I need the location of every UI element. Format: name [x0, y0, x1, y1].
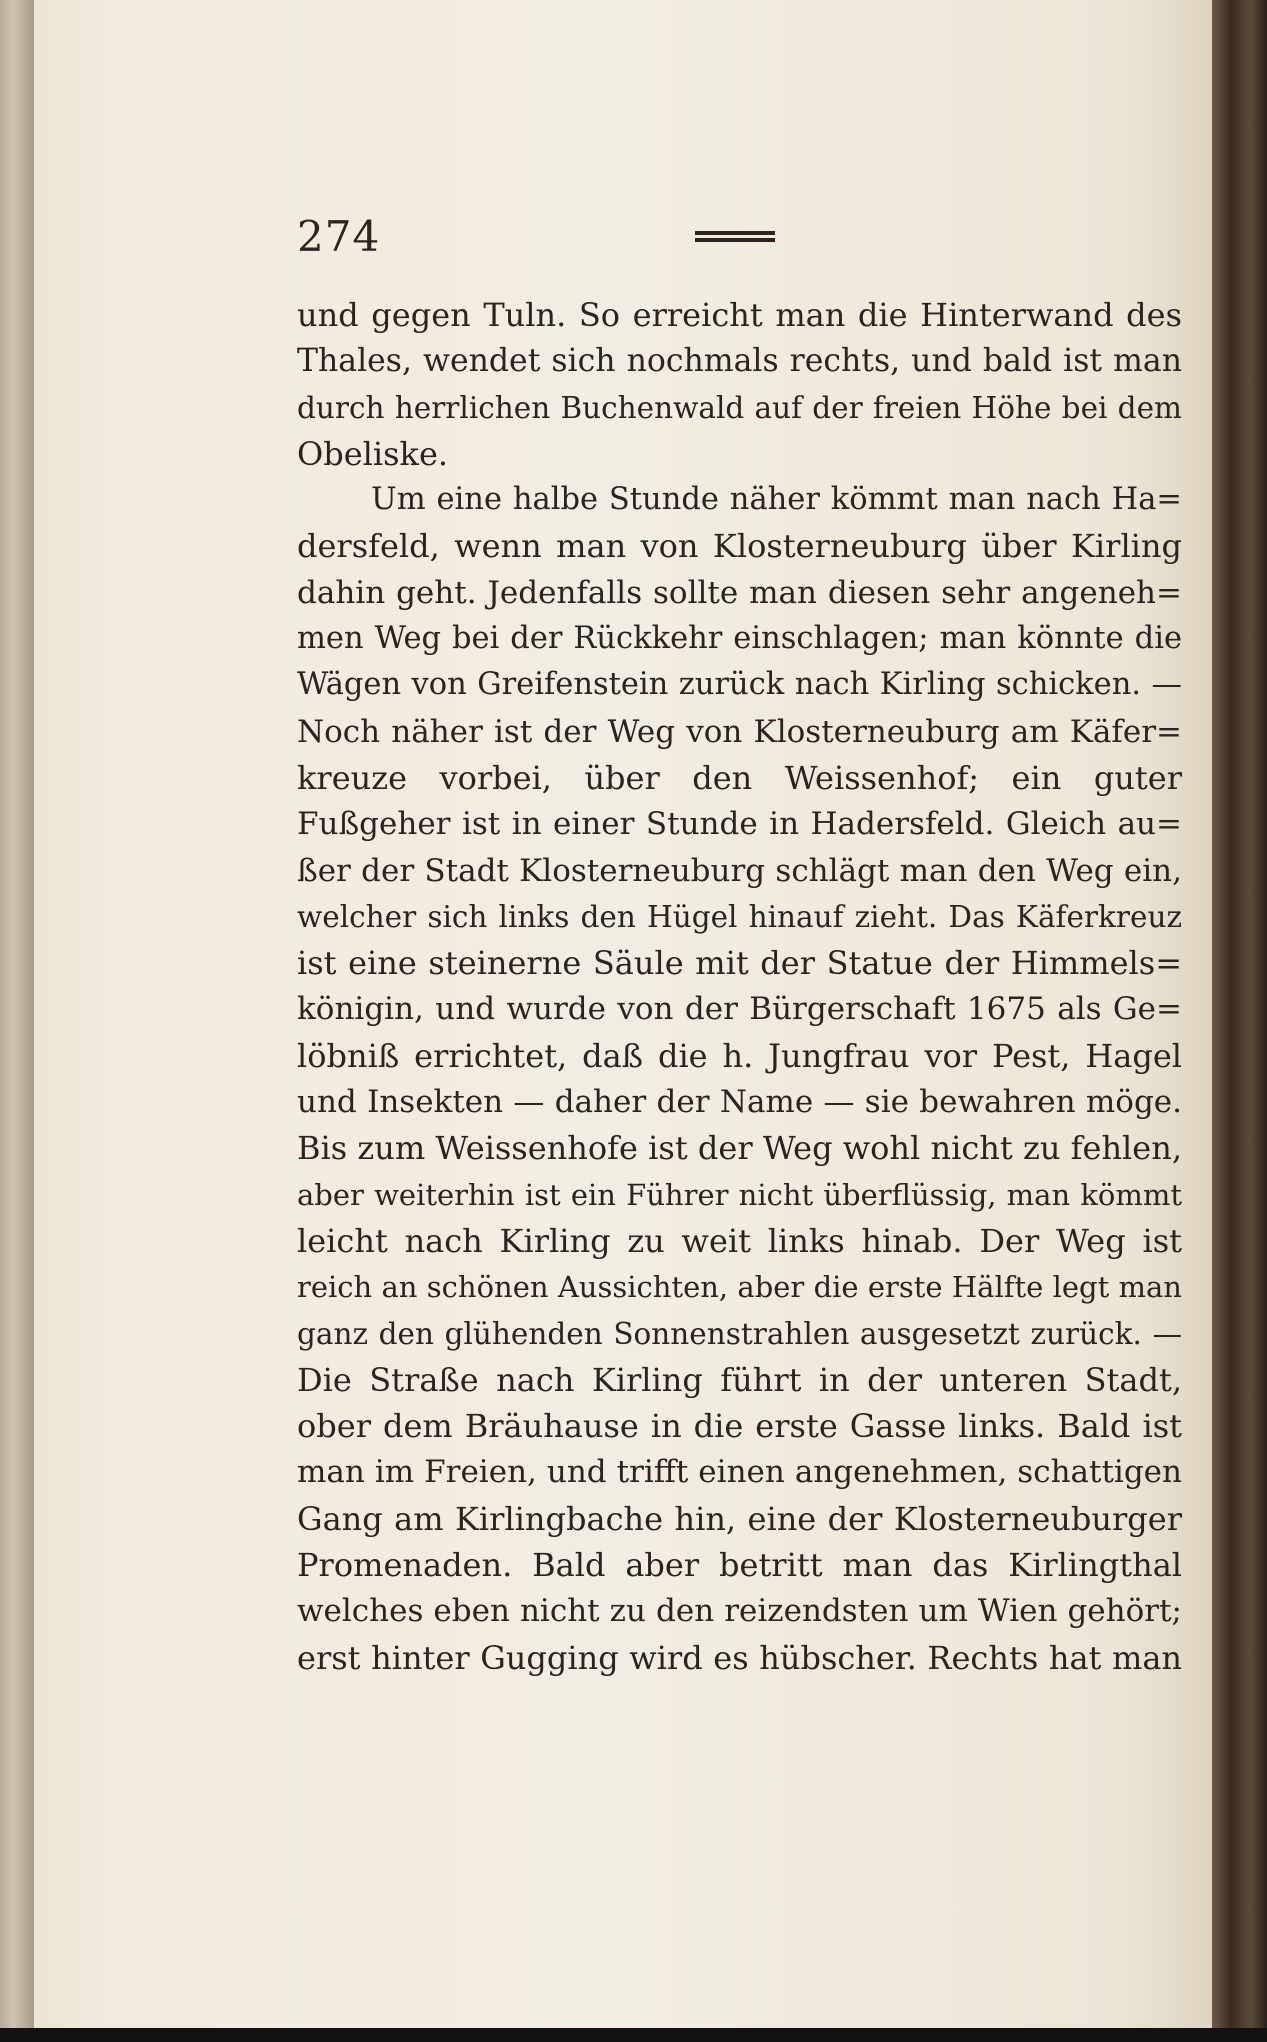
text-line: erst hinter Gugging wird es hübscher. Rechts hat man [297, 1638, 1182, 1677]
text-line: ist eine steinerne Säule mit der Statue der Himmels= [297, 944, 1182, 983]
text-line: königin, und wurde von der Bürgerschaft 1675 als Ge= [297, 991, 1182, 1028]
text-line: Bis zum Weissenhofe ist der Weg wohl nicht zu fehlen, [297, 1129, 1182, 1168]
page-header [297, 212, 1177, 272]
text-line: Um eine halbe Stunde näher kömmt man nach Ha= [371, 482, 1182, 518]
text-line: Obeliske. [297, 434, 449, 473]
body-text [297, 292, 1182, 1681]
page-number: 274 [297, 212, 381, 261]
text-line: Wägen von Greifenstein zurück nach Kirling schicken. — [297, 667, 1182, 703]
text-line: aber weiterhin ist ein Führer nicht überflüssig, man kömmt [297, 1177, 1182, 1212]
bottom-shadow [0, 2028, 1267, 2042]
text-line: welches eben nicht zu den reizendsten um Wien gehört; [297, 1593, 1182, 1630]
text-line: reich an schönen Aussichten, aber die erste Hälfte legt man [297, 1270, 1182, 1305]
page-stack-edge [0, 0, 34, 2042]
text-line: kreuze vorbei, über den Weissenhof; ein guter [297, 758, 1182, 797]
text-line: Promenaden. Bald aber betritt man das Kirlingthal [297, 1546, 1182, 1585]
book-cover-edge [1212, 0, 1267, 2028]
text-line: Thales, wendet sich nochmals rechts, und bald ist man [297, 343, 1182, 380]
text-line: men Weg bei der Rückkehr einschlagen; man könnte die [297, 621, 1182, 657]
ornament-rule-top [695, 231, 775, 235]
text-line: löbniß errichtet, daß die h. Jungfrau vor Pest, Hagel [297, 1036, 1182, 1075]
text-line: ßer der Stadt Klosterneuburg schlägt man den Weg ein, [297, 852, 1182, 889]
text-line: Fußgeher ist in einer Stunde in Hadersfeld. Gleich au= [297, 806, 1182, 843]
text-line: und gegen Tuln. So erreicht man die Hinterwand des [297, 296, 1182, 334]
text-line: Die Straße nach Kirling führt in der unteren Stadt, [297, 1360, 1182, 1399]
text-line: ober dem Bräuhause in die erste Gasse links. Bald ist [297, 1407, 1182, 1446]
text-line: dersfeld, wenn man von Klosterneuburg über Kirling [297, 527, 1182, 566]
text-line: und Insekten — daher der Name — sie bewahren möge. [297, 1084, 1182, 1121]
text-line: welcher sich links den Hügel hinauf zieht. Das Käferkreuz [297, 899, 1182, 934]
text-line: dahin geht. Jedenfalls sollte man diesen sehr angeneh= [297, 574, 1182, 611]
ornament-rule-bottom [695, 238, 775, 242]
text-line: ganz den glühenden Sonnenstrahlen ausgesetzt zurück. — [297, 1316, 1182, 1351]
text-line: durch herrlichen Buchenwald auf der freien Höhe bei dem [297, 390, 1182, 425]
text-line: leicht nach Kirling zu weit links hinab. Der Weg ist [297, 1221, 1182, 1260]
text-line: Noch näher ist der Weg von Klosterneuburg am Käfer= [297, 713, 1182, 750]
text-line: man im Freien, und trifft einen angenehmen, schattigen [297, 1454, 1182, 1491]
header-ornament [695, 231, 775, 243]
text-line: Gang am Kirlingbache hin, eine der Klosterneuburger [297, 1499, 1182, 1538]
